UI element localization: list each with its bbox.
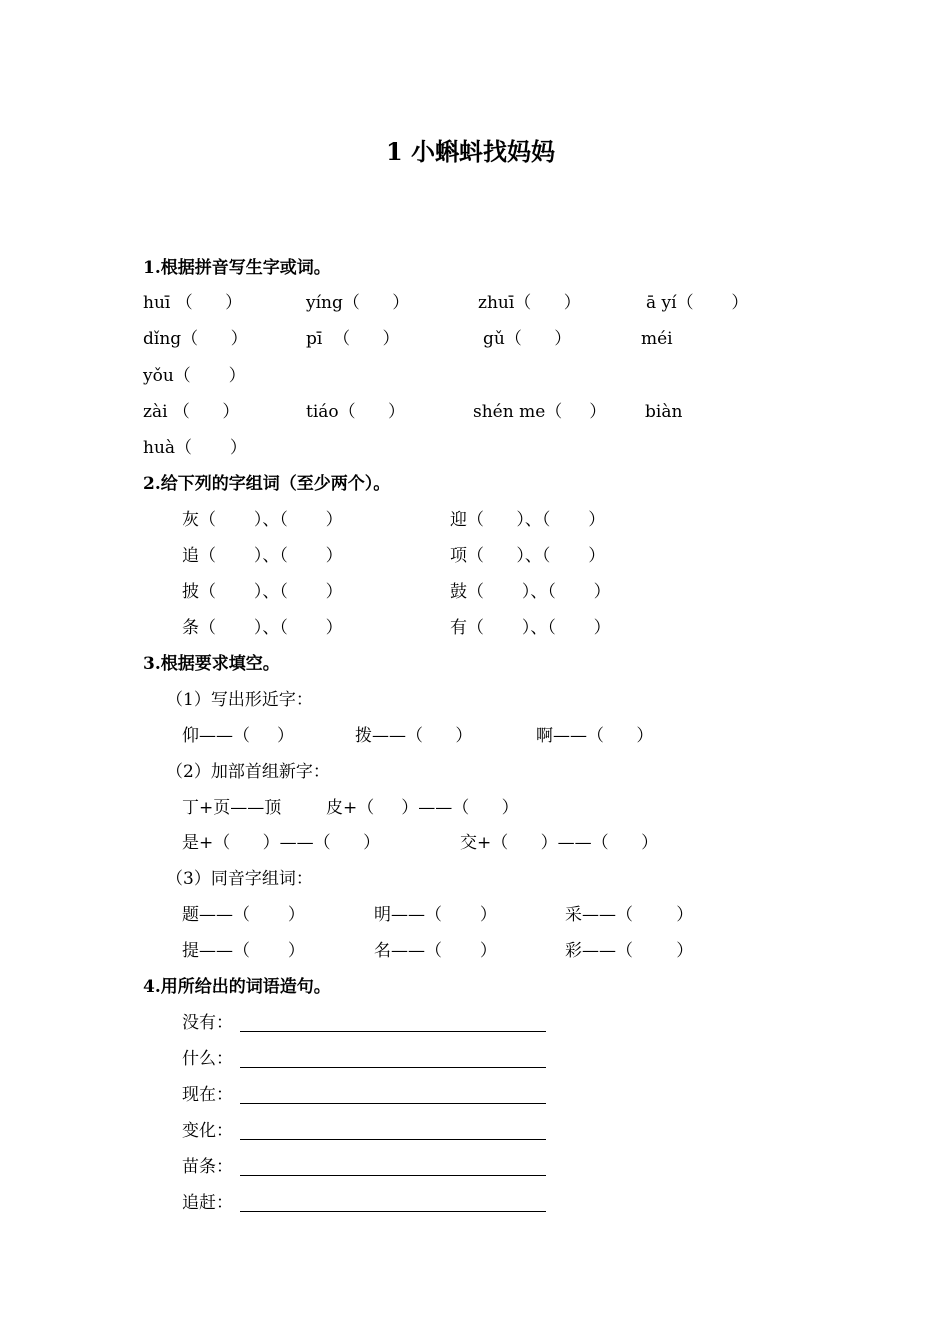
pinyin-item: tiáo（ ） xyxy=(306,402,406,422)
radical-item: 是+（ ）——（ ） xyxy=(182,833,381,853)
similar-char-item: 拨——（ ） xyxy=(355,726,473,746)
homophone-item: 提——（ ） xyxy=(182,941,305,961)
pinyin-item: biàn xyxy=(645,402,683,422)
pinyin-item: zhuī（ ） xyxy=(478,293,581,313)
page-title: 1 小蝌蚪找妈妈 xyxy=(386,137,556,166)
pinyin-item: gǔ（ ） xyxy=(483,329,572,349)
answer-line[interactable] xyxy=(240,1211,546,1212)
similar-char-item: 啊——（ ） xyxy=(536,726,654,746)
answer-line[interactable] xyxy=(240,1139,546,1140)
similar-char-item: 仰——（ ） xyxy=(182,726,295,746)
answer-line[interactable] xyxy=(240,1031,546,1032)
pinyin-item: zài （ ） xyxy=(143,402,240,422)
q1-heading: 1.根据拼音写生字或词。 xyxy=(143,258,331,278)
word-group-item: 项（ ）、（ ） xyxy=(450,546,606,566)
q3-part2-label: （2）加部首组新字： xyxy=(166,762,330,782)
homophone-item: 彩——（ ） xyxy=(565,941,694,961)
pinyin-item: huī （ ） xyxy=(143,293,243,313)
radical-item: 丁+页——顶 xyxy=(182,798,282,818)
q2-heading: 2.给下列的字组词（至少两个）。 xyxy=(143,474,391,494)
word-group-item: 条（ ）、（ ） xyxy=(182,618,343,638)
homophone-item: 题——（ ） xyxy=(182,905,305,925)
radical-item: 皮+（ ）——（ ） xyxy=(326,798,519,818)
sentence-word-label: 没有： xyxy=(182,1013,233,1033)
answer-line[interactable] xyxy=(240,1103,546,1104)
pinyin-item: dǐng（ ） xyxy=(143,329,248,349)
pinyin-item: yǒu（ ） xyxy=(143,366,246,386)
q4-heading: 4.用所给出的词语造句。 xyxy=(143,977,331,997)
word-group-item: 鼓（ ）、（ ） xyxy=(450,582,611,602)
sentence-word-label: 变化： xyxy=(182,1121,233,1141)
pinyin-item: shén me（ ） xyxy=(473,402,607,422)
q3-part1-label: （1）写出形近字： xyxy=(166,690,313,710)
sentence-word-label: 现在： xyxy=(182,1085,233,1105)
word-group-item: 有（ ）、（ ） xyxy=(450,618,611,638)
pinyin-item: pī （ ） xyxy=(306,329,400,349)
pinyin-item: yíng（ ） xyxy=(306,293,410,313)
sentence-word-label: 追赶： xyxy=(182,1193,233,1213)
word-group-item: 披（ ）、（ ） xyxy=(182,582,343,602)
radical-item: 交+（ ）——（ ） xyxy=(460,833,659,853)
word-group-item: 追（ ）、（ ） xyxy=(182,546,343,566)
answer-line[interactable] xyxy=(240,1067,546,1068)
homophone-item: 名——（ ） xyxy=(374,941,497,961)
pinyin-item: ā yí（ ） xyxy=(646,293,749,313)
sentence-word-label: 什么： xyxy=(182,1049,233,1069)
sentence-word-label: 苗条： xyxy=(182,1157,233,1177)
homophone-item: 采——（ ） xyxy=(565,905,694,925)
pinyin-item: méi xyxy=(641,329,673,349)
word-group-item: 迎（ ）、（ ） xyxy=(450,510,606,530)
homophone-item: 明——（ ） xyxy=(374,905,497,925)
q3-part3-label: （3）同音字组词： xyxy=(166,869,313,889)
answer-line[interactable] xyxy=(240,1175,546,1176)
word-group-item: 灰（ ）、（ ） xyxy=(182,510,343,530)
pinyin-item: huà（ ） xyxy=(143,438,247,458)
q3-heading: 3.根据要求填空。 xyxy=(143,654,280,674)
